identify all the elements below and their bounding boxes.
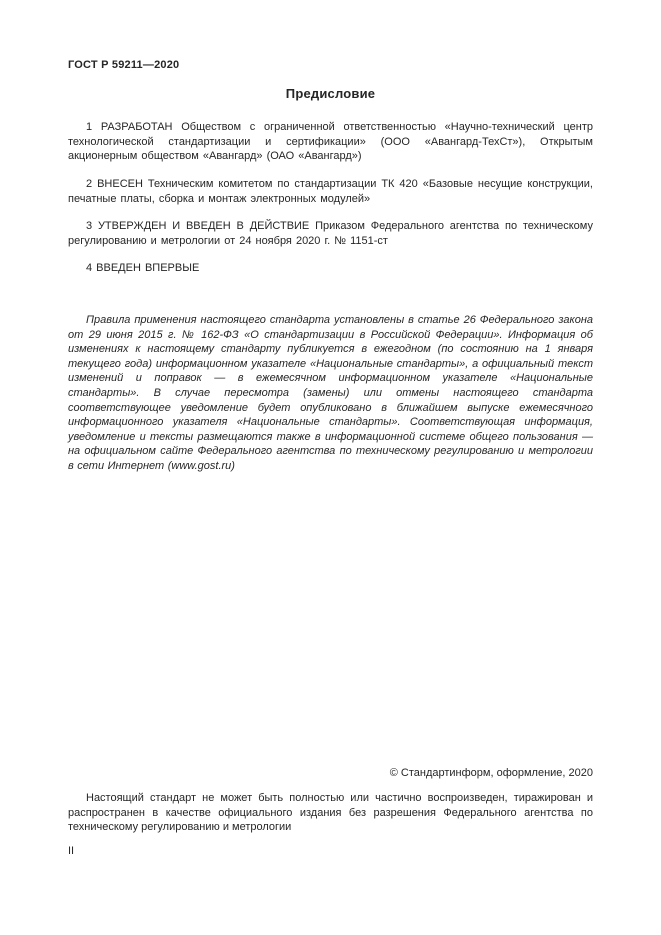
page-number: II (68, 845, 75, 857)
doc-code: ГОСТ Р 59211—2020 (68, 59, 180, 71)
page-title: Предисловие (285, 85, 376, 101)
copyright-line: © Стандартинформ, оформление, 2020 (389, 767, 593, 779)
foreword-item-developed: 1 РАЗРАБОТАН Обществом с ограниченной ответственностью «Научно-технический центр технологической стандартизации и сертификации» (ООО «Авангард-ТехСт»), Открытым акционерным обществом «Авангард» (ОАО «Авангард») (68, 121, 593, 163)
foreword-item-approved: 3 УТВЕРЖДЕН И ВВЕДЕН В ДЕЙСТВИЕ Приказом Федерального агентства по техническому регулированию и метрологии от 24 ноября 2020 г. № 1151-ст (68, 220, 593, 247)
foreword-item-first-edition: 4 ВВЕДЕН ВПЕРВЫЕ (86, 262, 200, 275)
foreword-item-submitted: 2 ВНЕСЕН Техническим комитетом по стандартизации ТК 420 «Базовые несущие конструкции, печатные платы, сборка и монтаж электронных модулей» (68, 177, 593, 205)
distribution-note: Настоящий стандарт не может быть полностью или частично воспроизведен, тиражирован и распространен в качестве официального издания без разрешения Федерального агентства по техническому регулированию и метрологии (68, 792, 593, 834)
legal-note: Правила применения настоящего стандарта установлены в статье 26 Федерального закона от 29 июня 2015 г. № 162-ФЗ «О стандартизации в Российской Федерации». Информация об изменениях к настоящему стандарту публикуется в ежегодном (по состоянию на 1 января текущего года) информационном указателе «Национальные стандарты», а официальный текст изменений и поправок — в ежемесячном информационном указателе «Национальные стандарты». В случае пересмотра (замены) или отмены настоящего стандарта соответствующее уведомление будет опубликовано в ближайшем выпуске ежемесячного информационного указателя «Национальные стандарты». Соответствующая информация, уведомление и тексты размещаются также в информационной системе общего пользования — на официальном сайте Федерального агентства по техническому регулированию и метрологии в сети Интернет (www.gost.ru) (68, 313, 593, 472)
